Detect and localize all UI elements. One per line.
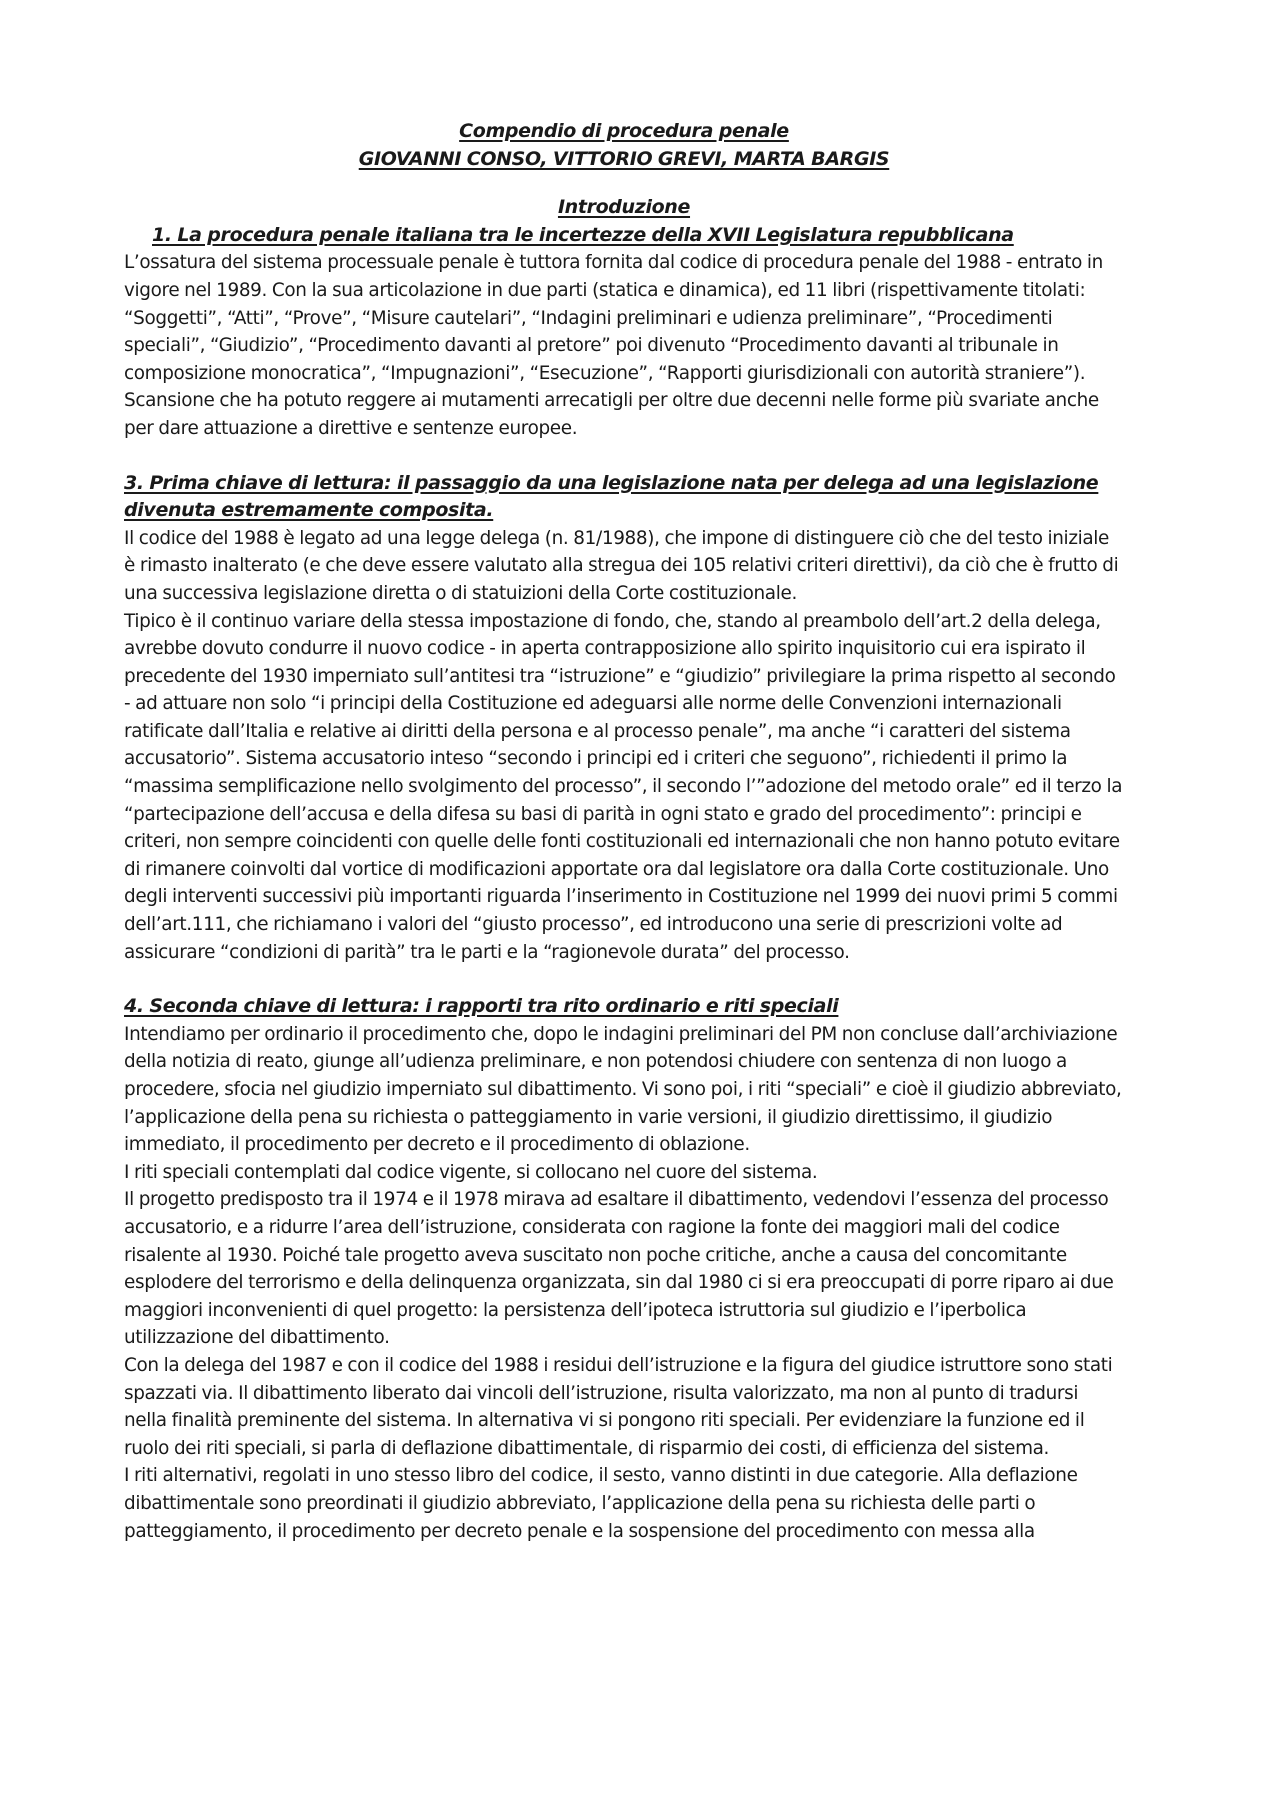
section-4-paragraph-3: Il progetto predisposto tra il 1974 e il 1978 mirava ad esaltare il dibattimento, vedendovi l’essenza del processo accusatorio, e a ridurre l’area dell’istruzione, considerata con ragione la fonte dei maggiori mali del codice risalente al 1930. Poiché tale progetto aveva suscitato non poche critiche, anche a causa del concomitante esplodere del terrorismo e della delinquenza organizzata, sin dal 1980 ci si era preoccupati di porre riparo ai due maggiori inconvenienti di quel progetto: la persistenza dell’ipoteca istruttoria sul giudizio e l’iperbolica utilizzazione del dibattimento. bbox=[124, 1189, 1114, 1349]
section-3-paragraph-2: Tipico è il continuo variare della stessa impostazione di fondo, che, stando al preambolo dell’art.2 della delega, avrebbe dovuto condurre il nuovo codice - in aperta contrapposizione allo spirito inquisitorio cui era ispirato il precedente del 1930 imperniato sull’antitesi tra “istruzione” e “giudizio” privilegiare la prima rispetto al secondo - ad attuare non solo “i principi della Costituzione ed adeguarsi alle norme delle Convenzioni internazionali ratificate dall’Italia e relative ai diritti della persona e al processo penale”, ma anche “i caratteri del sistema accusatorio”. Sistema accusatorio inteso “secondo i principi ed i criteri che seguono”, richiedenti il primo la “massima semplificazione nello svolgimento del processo”, il secondo l’”adozione del metodo orale” ed il terzo la “partecipazione dell’accusa e della difesa su basi di parità in ogni stato e grado del procedimento”: principi e criteri, non sempre coincidenti con quelle delle fonti costituzionali ed internazionali che non hanno potuto evitare di rimanere coinvolti dal vortice di modificazioni apportate ora dal legislatore ora dalla Corte costituzionale. Uno degli interventi successivi più importanti riguarda l’inserimento in Costituzione nel 1999 dei nuovi primi 5 commi dell’art.111, che richiamano i valori del “giusto processo”, ed introducono una serie di prescrizioni volte ad assicurare “condizioni di parità” tra le parti e la “ragionevole durata” del processo. bbox=[124, 610, 1123, 963]
section-4-paragraph-4: Con la delega del 1987 e con il codice del 1988 i residui dell’istruzione e la figura del giudice istruttore sono stati spazzati via. Il dibattimento liberato dai vincoli dell’istruzione, risulta valorizzato, ma non al punto di tradursi nella finalità preminente del sistema. In alternativa vi si pongono riti speciali. Per evidenziare la funzione ed il ruolo dei riti speciali, si parla di deflazione dibattimentale, di risparmio dei costi, di efficienza del sistema. bbox=[124, 1354, 1113, 1459]
section-3-heading: 3. Prima chiave di lettura: il passaggio da una legislazione nata per delega ad una legislazione divenuta estremamente composita. bbox=[124, 471, 1099, 522]
section-4-heading: 4. Seconda chiave di lettura: i rapporti tra rito ordinario e riti speciali bbox=[124, 995, 839, 1018]
section-1-heading: 1. La procedura penale italiana tra le incertezze della XVII Legislatura repubblicana bbox=[152, 223, 1014, 246]
section-4-paragraph-2: I riti speciali contemplati dal codice vigente, si collocano nel cuore del sistema. bbox=[124, 1161, 818, 1183]
section-3-paragraph-1: Il codice del 1988 è legato ad una legge delega (n. 81/1988), che impone di distinguere ciò che del testo iniziale è rimasto inalterato (e che deve essere valutato alla stregua dei 105 relativi criteri direttivi), da ciò che è frutto di una successiva legislazione diretta o di statuizioni della Corte costituzionale. bbox=[124, 527, 1119, 604]
document-title: Compendio di procedura penale bbox=[459, 120, 789, 142]
document-page bbox=[124, 118, 1124, 1545]
section-4-paragraph-5: I riti alternativi, regolati in uno stesso libro del codice, il sesto, vanno distinti in due categorie. Alla deflazione dibattimentale sono preordinati il giudizio abbreviato, l’applicazione della pena su richiesta delle parti o patteggiamento, il procedimento per decreto penale e la sospensione del procedimento con messa alla bbox=[124, 1465, 1078, 1542]
section-1-paragraph: L’ossatura del sistema processuale penale è tuttora fornita dal codice di procedura penale del 1988 - entrato in vigore nel 1989. Con la sua articolazione in due parti (statica e dinamica), ed 11 libri (rispettivamente titolati: “Soggetti”, “Atti”, “Prove”, “Misure cautelari”, “Indagini preliminari e udienza preliminare”, “Procedimenti speciali”, “Giudizio”, “Procedimento davanti al pretore” poi divenuto “Procedimento davanti al tribunale in composizione monocratica”, “Impugnazioni”, “Esecuzione”, “Rapporti giurisdizionali con autorità straniere”). Scansione che ha potuto reggere ai mutamenti arrecatigli per oltre due decenni nelle forme più svariate anche per dare attuazione a direttive e sentenze europee. bbox=[124, 252, 1103, 439]
document-authors: GIOVANNI CONSO, VITTORIO GREVI, MARTA BARGIS bbox=[358, 147, 890, 170]
section-4-paragraph-1: Intendiamo per ordinario il procedimento che, dopo le indagini preliminari del PM non concluse dall’archiviazione della notizia di reato, giunge all’udienza preliminare, e non potendosi chiudere con sentenza di non luogo a procedere, sfocia nel giudizio imperniato sul dibattimento. Vi sono poi, i riti “speciali” e cioè il giudizio abbreviato, l’applicazione della pena su richiesta o patteggiamento in varie versioni, il giudizio direttissimo, il giudizio immediato, il procedimento per decreto e il procedimento di oblazione. bbox=[124, 1023, 1122, 1156]
intro-heading: Introduzione bbox=[557, 196, 691, 219]
